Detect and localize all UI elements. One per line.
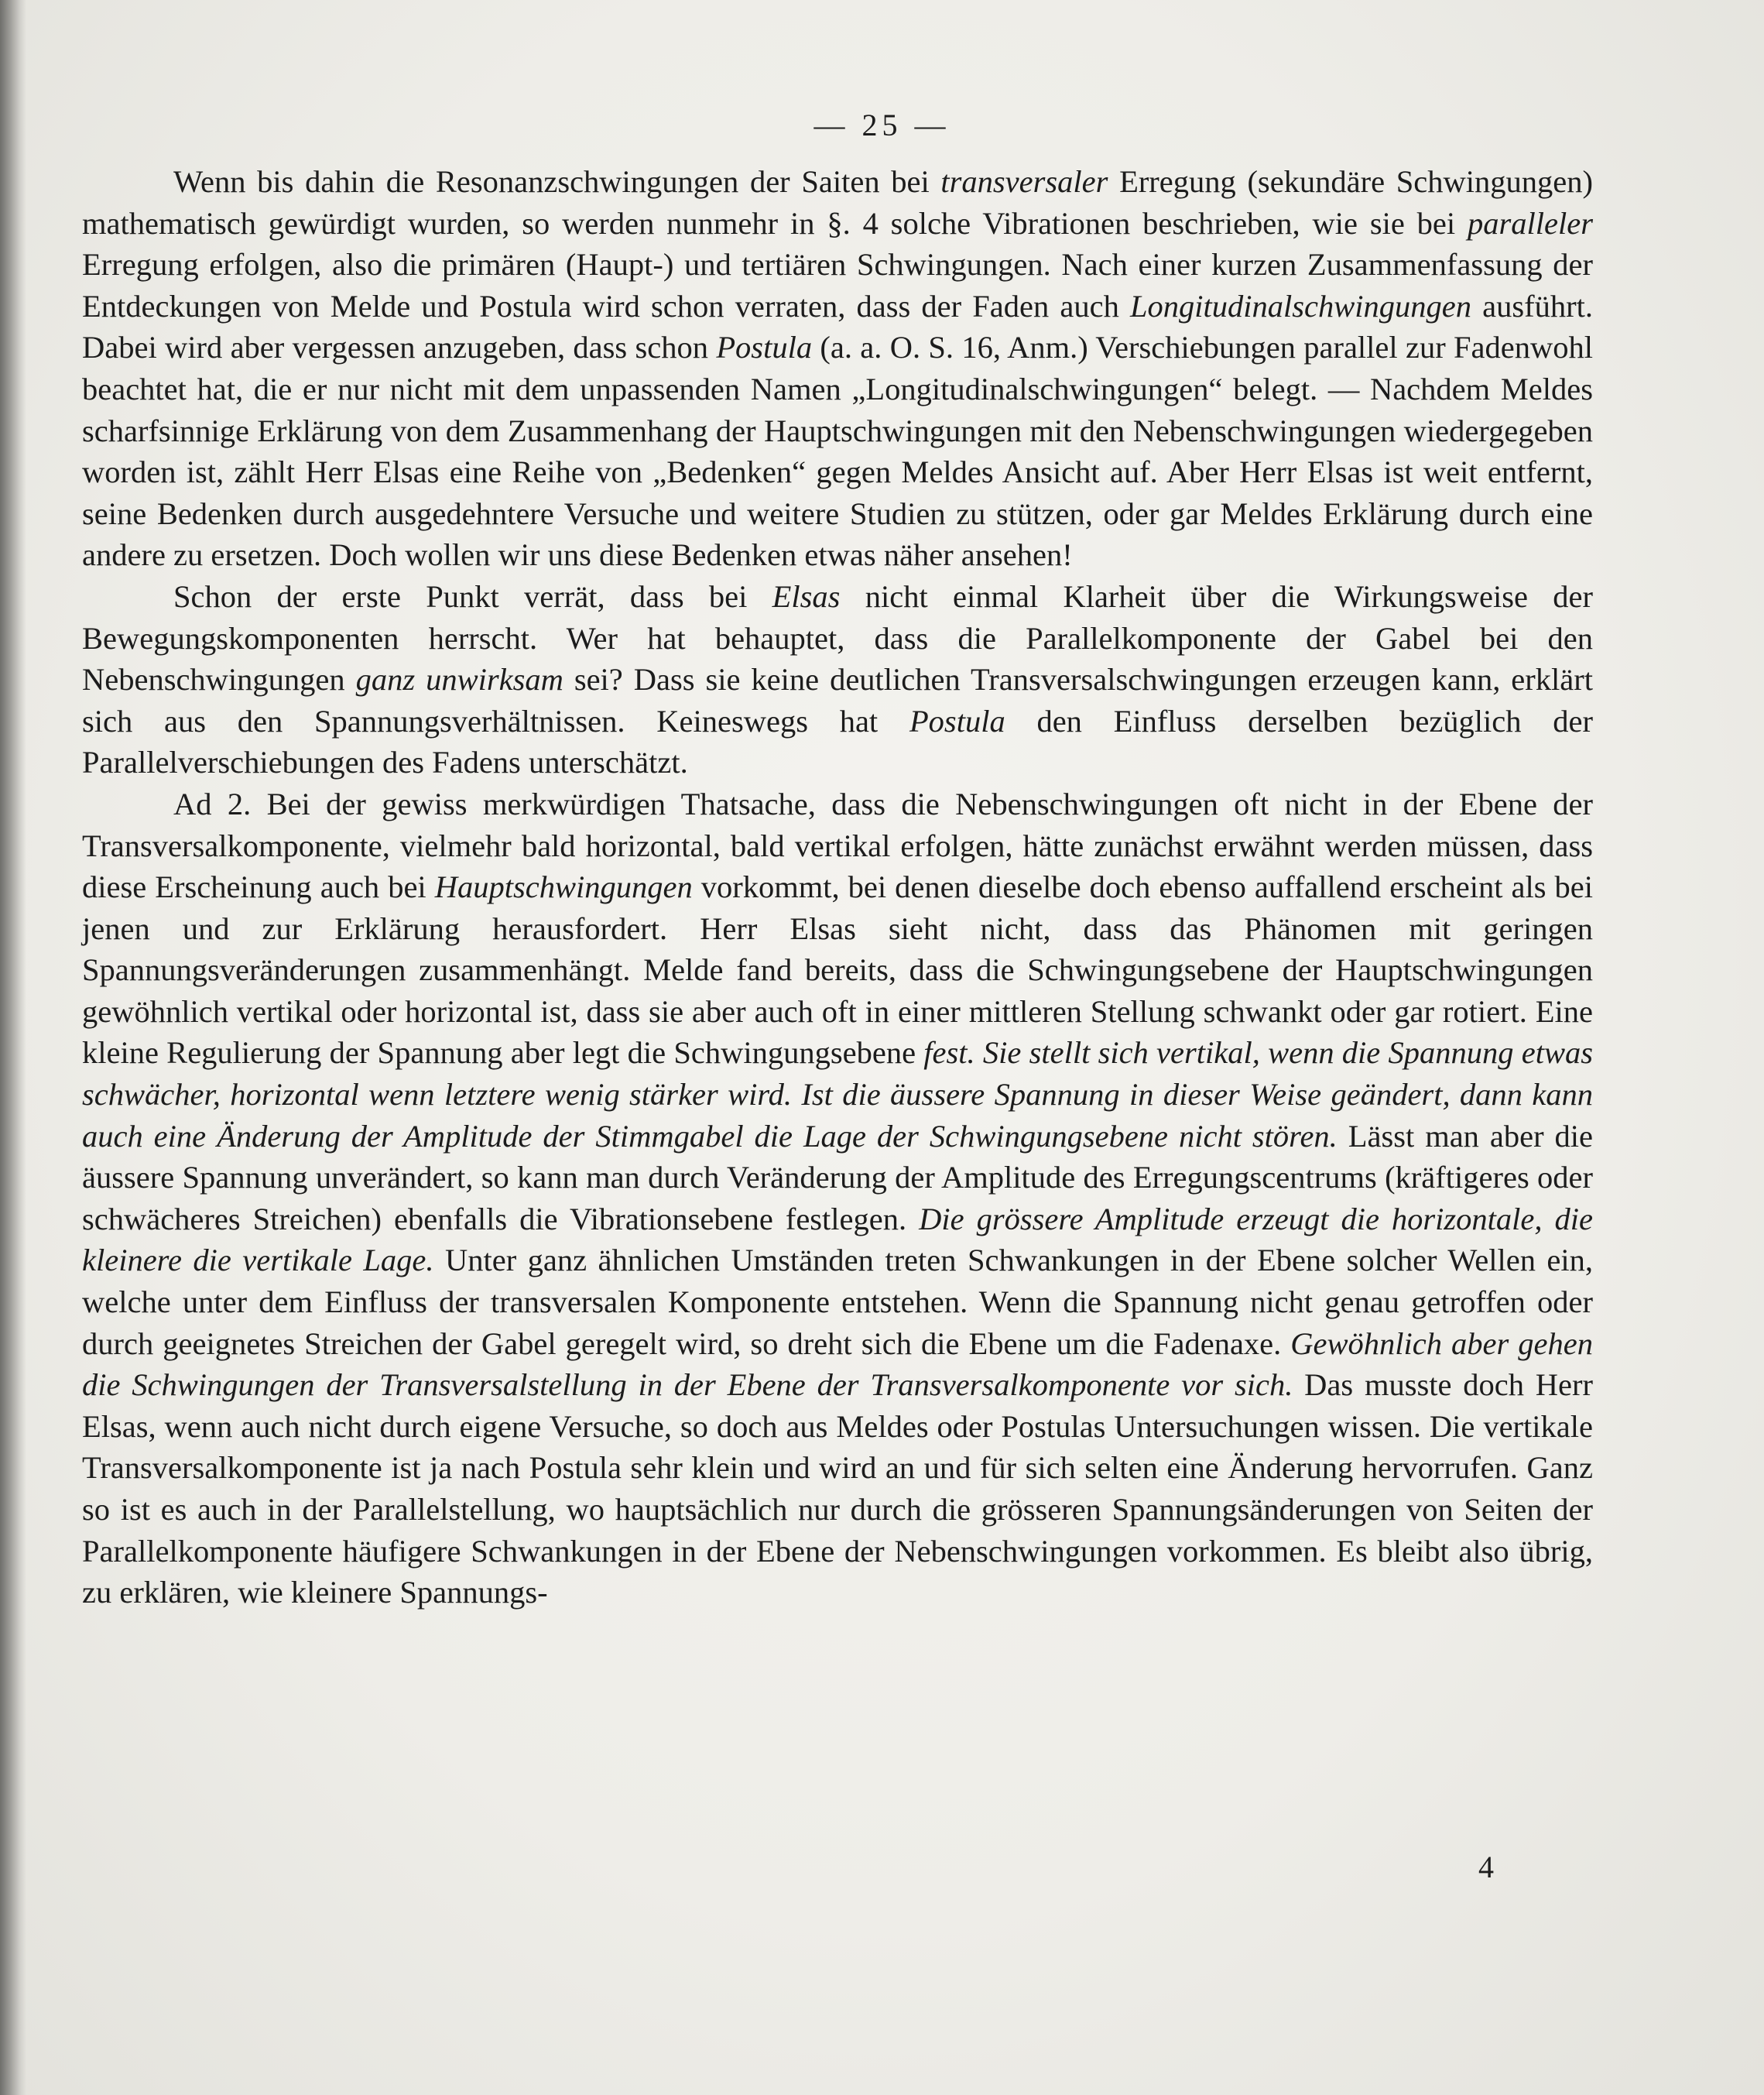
paragraph-3 — [82, 783, 1593, 1613]
italic-run: Longitudinalschwingungen — [1130, 288, 1472, 324]
italic-run: Postula — [716, 330, 813, 365]
italic-run: Hauptschwingungen — [434, 869, 693, 905]
text-run: ausführt. Dabei wird aber vergessen anzugeben, dass schon — [82, 288, 1593, 365]
text-run: Das musste doch Herr Elsas, wenn auch nicht durch eigene Versuche, so doch aus Meldes oder Postulas Untersuchungen wissen. Die vertikale Transversalkomponente ist ja nach Postula sehr klein und wird an und für sich selten eine Änderung hervorrufen. Ganz so ist es auch in der Parallelstellung, wo hauptsächlich nur durch die grösseren Spannungsänderungen von Seiten der Parallelkomponente häufigere Schwankungen in der Ebene der Nebenschwingungen vorkommen. Es bleibt also übrig, zu erklären, wie kleinere Spannungs- — [82, 1367, 1593, 1610]
italic-run: Gewöhnlich aber gehen die Schwingungen der Transversalstellung in der Ebene der Transversalkomponente vor sich. — [82, 1325, 1594, 1403]
text-run: Erregung erfolgen, also die primären (Haupt-) und tertiären Schwingungen. Nach einer kurzen Zusammenfassung der Entdeckungen von Melde und Postula wird schon verraten, dass der Faden auch — [82, 247, 1593, 324]
text-run: Unter ganz ähnlichen Umständen treten Schwankungen in der Ebene solcher Wellen ein, welche unter dem Einfluss der transversalen Komponente entstehen. Wenn die Spannung nicht genau getroffen oder durch geeignetes Streichen der Gabel geregelt wird, so dreht sich die Ebene um die Fadenaxe. — [82, 1243, 1593, 1361]
italic-run: paralleler — [1468, 205, 1593, 241]
italic-run: transversaler — [940, 164, 1108, 199]
paragraph-2 — [82, 576, 1593, 783]
binding-shadow — [0, 0, 26, 2095]
paragraph-1 — [82, 161, 1593, 576]
text-run: nicht einmal Klarheit über die Wirkungsweise der Bewegungskomponenten herrscht. Wer hat behauptet, dass die Parallelkomponente der Gabel bei den Nebenschwingungen — [82, 578, 1593, 698]
text-run: (a. a. O. S. 16, Anm.) Verschiebungen parallel zur Fadenwohl beachtet hat, die er nur nicht mit dem unpassenden Namen „Longitudinalschwingungen“ belegt. — Nachdem Meldes scharfsinnige Erklärung von dem Zusammenhang der Hauptschwingungen mit den Nebenschwingungen wiedergegeben worden ist, zählt Herr Elsas eine Reihe von „Bedenken“ gegen Meldes Ansicht auf. Aber Herr Elsas ist weit entfernt, seine Bedenken durch ausgedehntere Versuche und weitere Studien zu stützen, oder gar Meldes Erklärung durch eine andere zu ersetzen. Doch wollen wir uns diese Bedenken etwas näher ansehen! — [82, 330, 1593, 573]
text-run: den Einfluss derselben bezüglich der Parallelverschiebungen des Fadens unterschätzt. — [82, 703, 1593, 780]
text-run: Wenn bis dahin die Resonanzschwingungen der Saiten bei — [173, 164, 941, 199]
text-run: Lässt man aber die äussere Spannung unverändert, so kann man durch Veränderung der Amplitude des Erregungscentrums (kräftigeres oder schwächeres Streichen) ebenfalls die Vibrationsebene festlegen. — [82, 1118, 1593, 1236]
text-run: Schon der erste Punkt verrät, dass bei — [173, 578, 772, 614]
page-number: — 25 — — [813, 108, 951, 142]
italic-run: ganz unwirksam — [355, 662, 563, 698]
italic-run: Postula — [909, 703, 1005, 739]
italic-run: Die grössere Amplitude erzeugt die horizontale, die kleinere die vertikale Lage. — [82, 1201, 1593, 1278]
text-run: Erregung (sekundäre Schwingungen) mathematisch gewürdigt wurden, so werden nunmehr in §. 4 solche Vibrationen beschrieben, wie sie bei — [82, 164, 1593, 241]
signature-mark: 4 — [1478, 1850, 1494, 1884]
body-text — [82, 161, 1593, 1613]
italic-run: Elsas — [772, 578, 841, 614]
text-run: Ad 2. Bei der gewiss merkwürdigen Thatsache, dass die Nebenschwingungen oft nicht in der Ebene der Transversalkomponente, vielmehr bald horizontal, bald vertikal erfolgen, hätte zunächst erwähnt werden müssen, dass diese Erscheinung auch bei — [82, 786, 1593, 905]
text-run: sei? Dass sie keine deutlichen Transversalschwingungen erzeugen kann, erklärt sich aus den Spannungsverhältnissen. Keineswegs hat — [82, 662, 1593, 739]
italic-run: fest. Sie stellt sich vertikal, wenn die Spannung etwas schwächer, horizontal wenn letztere wenig stärker wird. Ist die äussere Spannung in dieser Weise geändert, dann kann auch eine Änderung der Amplitude der Stimmgabel die Lage der Schwingungsebene nicht stören. — [82, 1035, 1593, 1154]
text-run: vorkommt, bei denen dieselbe doch ebenso auffallend erscheint als bei jenen und zur Erklärung herausfordert. Herr Elsas sieht nicht, dass das Phänomen mit geringen Spannungsveränderungen zusammenhängt. Melde fand bereits, dass die Schwingungsebene der Hauptschwingungen gewöhnlich vertikal oder horizontal ist, dass sie aber auch oft in einer mittleren Stellung schwankt oder gar rotiert. Eine kleine Regulierung der Spannung aber legt die Schwingungsebene — [82, 869, 1594, 1071]
